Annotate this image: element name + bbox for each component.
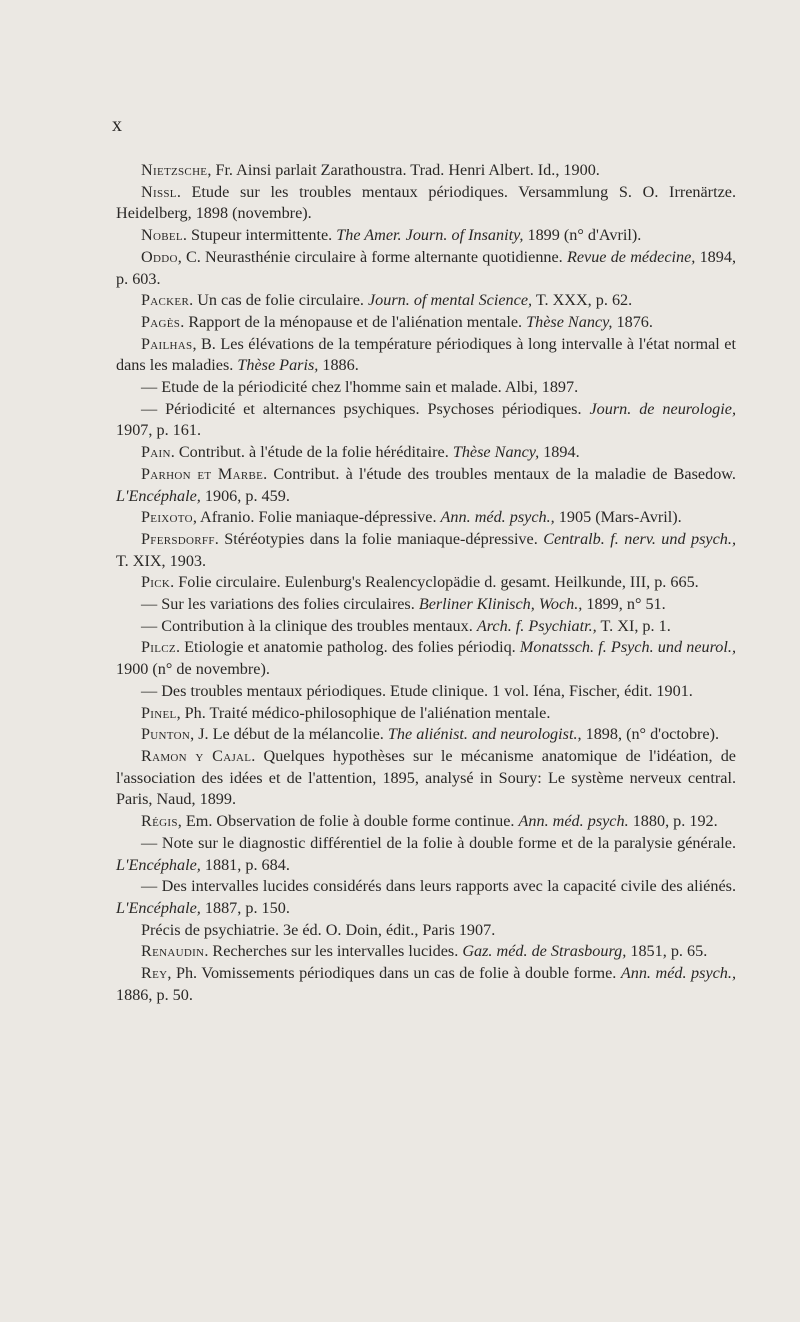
entry-text: . Stéréotypies dans la folie maniaque-dépressive.: [214, 529, 544, 548]
entry-text: . Etiologie et anatomie patholog. des folies périodiq.: [175, 638, 520, 657]
entry-text: — Des intervalles lucides considérés dans leurs rapports avec la capacité civile des aliénés.: [141, 877, 736, 896]
entry-author: Nissl: [141, 182, 177, 201]
entry-author: Peixoto: [141, 508, 193, 527]
bibliography-entry: [116, 290, 736, 312]
entry-text: . Un cas de folie circulaire.: [189, 291, 368, 310]
bibliography-entry: [116, 312, 736, 334]
bibliography-entry: [116, 507, 736, 529]
bibliography-entry: [116, 811, 736, 833]
entry-source-title: Monatssch. f. Psych. und neurol.,: [519, 638, 736, 657]
entry-text: — Contribution à la clinique des troubles mentaux.: [141, 616, 477, 635]
entry-details: T. XIX, 1903.: [116, 551, 207, 570]
bibliography-entry: [116, 876, 736, 919]
entry-text: — Etude de la périodicité chez l'homme sain et malade. Albi, 1897.: [141, 378, 579, 397]
bibliography-entry: [116, 377, 736, 399]
entry-details: 1905 (Mars-Avril).: [554, 508, 682, 527]
entry-details: 1886.: [318, 356, 359, 375]
entry-text: — Des troubles mentaux périodiques. Etude clinique. 1 vol. Iéna, Fischer, édit. 1901.: [141, 681, 693, 700]
bibliography-entry: [116, 182, 736, 225]
entry-text: Précis de psychiatrie. 3e éd. O. Doin, édit., Paris 1907.: [141, 920, 496, 939]
bibliography-entry: [116, 746, 736, 811]
bibliography-entry: [116, 637, 736, 680]
entry-details: 1894.: [539, 443, 580, 462]
entry-details: 1851, p. 65.: [626, 942, 708, 961]
bibliography-entry: [116, 399, 736, 442]
entry-details: 1899 (n° d'Avril).: [523, 226, 642, 245]
bibliography-entry: [116, 442, 736, 464]
page-number: x: [112, 114, 123, 136]
entry-source-title: Revue de médecine,: [566, 247, 696, 266]
entry-author: Parhon et Marbe: [141, 464, 264, 483]
entry-author: Packer: [141, 291, 190, 310]
entry-source-title: Thèse Nancy,: [526, 312, 613, 331]
bibliography-entry: [116, 334, 736, 377]
entry-details: 1898, (n° d'octobre).: [581, 725, 720, 744]
entry-text: . Recherches sur les intervalles lucides.: [204, 942, 463, 961]
entry-text: , Afranio. Folie maniaque-dépressive.: [192, 508, 441, 527]
entry-text: , J. Le début de la mélancolie.: [190, 725, 388, 744]
entry-details: 1907, p. 161.: [116, 421, 201, 440]
entry-text: — Note sur le diagnostic différentiel de la folie à double forme et de la paralysie générale.: [141, 833, 736, 852]
bibliography-entry: [116, 225, 736, 247]
bibliography-entry: [116, 833, 736, 876]
entry-text: , Fr. Ainsi parlait Zarathoustra. Trad. Henri Albert. Id., 1900.: [207, 161, 600, 179]
entry-source-title: Ann. méd. psych.,: [620, 964, 736, 983]
entry-source-title: Berliner Klinisch, Woch.,: [418, 595, 583, 614]
bibliography-entry: [116, 529, 736, 572]
entry-source-title: Gaz. méd. de Strasbourg,: [462, 942, 627, 961]
entry-source-title: Arch. f. Psychiatr.,: [476, 616, 597, 635]
entry-author: Oddo: [141, 247, 178, 266]
entry-author: Pagès: [141, 312, 181, 331]
entry-text: , Em. Observation de folie à double forme continue.: [177, 812, 519, 831]
entry-details: 1894, p. 603.: [116, 247, 736, 288]
entry-source-title: Ann. méd. psych.: [518, 812, 629, 831]
entry-author: Pfersdorff: [141, 529, 215, 548]
entry-author: Nietzsche: [141, 161, 208, 179]
entry-details: 1906, p. 459.: [200, 486, 290, 505]
bibliography-entry: [116, 247, 736, 290]
entry-source-title: The Amer. Journ. of Insanity,: [336, 226, 524, 245]
bibliography-entry: [116, 616, 736, 638]
entry-text: . Contribut. à l'étude de la folie héréditaire.: [170, 443, 453, 462]
entry-author: Pain: [141, 443, 171, 462]
entry-author: Nobel: [141, 226, 183, 245]
entry-text: . Rapport de la ménopause et de l'aliénation mentale.: [180, 312, 527, 331]
bibliography-entry: [116, 724, 736, 746]
entry-source-title: Centralb. f. nerv. und psych.,: [543, 529, 736, 548]
bibliography-entry: [116, 464, 736, 507]
entry-author: Renaudin: [141, 942, 205, 961]
entry-author: Pilcz: [141, 638, 176, 657]
entry-source-title: Thèse Paris,: [237, 356, 319, 375]
entry-details: 1899, n° 51.: [582, 595, 666, 614]
entry-author: Régis: [141, 812, 178, 831]
entry-source-title: The aliénist. and neurologist.,: [387, 725, 582, 744]
bibliography-entry: [116, 681, 736, 703]
bibliography-list: [116, 160, 736, 1006]
entry-text: . Quelques hypothèses sur le mécanisme anatomique de l'idéation, de l'association des idées et de l'attention, 1895, analysé in Soury: Le système nerveux central. Paris, Naud, 1899.: [116, 746, 736, 809]
bibliography-entry: [116, 941, 736, 963]
entry-text: , Ph. Traité médico-philosophique de l'aliénation mentale.: [176, 703, 551, 722]
entry-details: 1876.: [612, 312, 653, 331]
entry-author: Rey: [141, 964, 168, 983]
entry-author: Ramon y Cajal: [141, 746, 252, 765]
entry-source-title: Thèse Nancy,: [452, 443, 540, 462]
entry-text: , B. Les élévations de la température périodiques à long intervalle à l'état normal et dans les maladies.: [116, 334, 736, 375]
entry-source-title: L'Encéphale,: [116, 855, 201, 874]
bibliography-entry: [116, 594, 736, 616]
entry-source-title: L'Encéphale,: [116, 898, 201, 917]
entry-details: 1880, p. 192.: [628, 812, 718, 831]
entry-author: Pailhas: [141, 334, 193, 353]
entry-source-title: Ann. méd. psych.,: [440, 508, 555, 527]
entry-text: , C. Neurasthénie circulaire à forme alternante quotidienne.: [177, 247, 567, 266]
entry-text: . Stupeur intermittente.: [182, 226, 337, 245]
entry-details: 1886, p. 50.: [116, 985, 193, 1004]
entry-author: Pinel: [141, 703, 177, 722]
entry-details: T. XI, p. 1.: [596, 616, 671, 635]
entry-source-title: Journ. of mental Science,: [367, 291, 533, 310]
entry-source-title: Journ. de neurologie,: [589, 399, 736, 418]
bibliography-entry: [116, 703, 736, 725]
entry-author: Pick: [141, 573, 171, 592]
bibliography-entry: [116, 160, 736, 182]
entry-source-title: L'Encéphale,: [116, 486, 201, 505]
entry-text: — Périodicité et alternances psychiques. Psychoses périodiques.: [141, 399, 590, 418]
entry-details: 1881, p. 684.: [200, 855, 290, 874]
entry-text: . Etude sur les troubles mentaux périodiques. Versammlung S. O. Irrenärtze. Heidelberg, 1898 (novembre).: [116, 182, 736, 223]
entry-text: — Sur les variations des folies circulaires.: [141, 595, 419, 614]
bibliography-entry: [116, 963, 736, 1006]
entry-details: 1887, p. 150.: [200, 898, 290, 917]
entry-author: Punton: [141, 725, 191, 744]
entry-text: , Ph. Vomissements périodiques dans un cas de folie à double forme.: [167, 964, 621, 983]
bibliography-entry: [116, 572, 736, 594]
entry-details: 1900 (n° de novembre).: [116, 660, 270, 679]
entry-details: T. XXX, p. 62.: [532, 291, 633, 310]
entry-text: . Folie circulaire. Eulenburg's Realencyclopädie d. gesamt. Heilkunde, III, p. 665.: [170, 573, 699, 592]
entry-text: . Contribut. à l'étude des troubles mentaux de la maladie de Basedow.: [263, 464, 736, 483]
bibliography-entry: [116, 920, 736, 942]
